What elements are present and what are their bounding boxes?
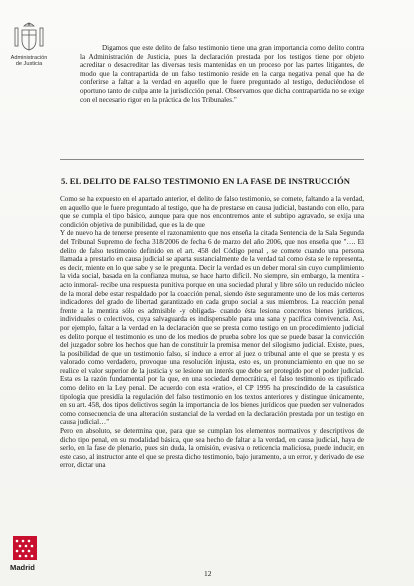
org-line-2: de Justicia xyxy=(15,61,43,68)
coat-of-arms-icon xyxy=(12,22,46,52)
quote-block xyxy=(80,44,364,104)
body-paragraph: Pero en absoluto, se determina que, para que se cumplan los elementos normativos y descriptivos de dicho tipo penal, en su modalidad básica, que sea hecho de faltar a la verdad, en causa judicial, haya de serlo, en la fase de plenario, pues sin duda, la omisión, evasiva o reticencia maliciosa, puede inducir, en este caso, al instructor ante el que se presta dicho testimonio, bajo juramento, a un error, y derivado de ese error, dictar una xyxy=(60,427,364,470)
page-number: 12 xyxy=(204,569,212,578)
section-divider xyxy=(60,159,364,160)
body-paragraph: Y de nuevo ha de tenerse presente el razonamiento que nos enseña la citada Sentencia de la Sala Segunda del Tribunal Supremo de fecha 318/2006 de fecha 6 de marzo del año 2006, que nos enseña que "…. El delito de falso testimonio definido en el art. 458 del Código penal , se comete cuando una persona llamada a prestarlo en causa judicial se aparta sustancialmente de la verdad tal como ésta se le representa, es decir, miente en lo que sabe y se le pregunta. Decir la verdad es un deber moral sin cuyo cumplimiento la vida social, basada en la confianza mutua, se hace harto difícil. No siempre, sin embargo, la mentira -acto inmoral- recibe una respuesta punitiva porque en una sociedad plural y libre sólo un reducido núcleo de la moral debe estar respaldado por la coacción penal, siendo éste seguramente uno de los más certeros indicadores del grado de libertad garantizado en cada grupo social a sus miembros. La reacción penal frente a la mentira sólo es admisible -y obligada- cuando ésta lesiona concretos bienes jurídicos, individuales o colectivos, cuya salvaguarda es indispensable para una sana y pacífica convivencia. Así, por ejemplo, faltar a la verdad en la declaración que se presta como testigo en un procedimiento judicial es delito porque el testimonio es uno de los medios de prueba sobre los que se puede basar la convicción del juzgador sobre los hechos que han de constituir la premisa menor del silogismo judicial. Existe, pues, la posibilidad de que un testimonio falso, sí induce a error al juez o tribunal ante el que se presta y es valorado como verdadero, provoque una resolución injusta, esto es, un pronunciamiento en que no se realice el valor superior de la justicia y se lesione un interés que debe ser protegido por el poder judicial. Esta es la razón fundamental por la que, en una sociedad democrática, el falso testimonio es tipificado como delito en la Ley penal. De acuerdo con esta «ratio», el CP 1995 ha prescindido de la casuística tipología que presidía la regulación del falso testimonio en los textos anteriores y distingue únicamente, en su art. 458, dos tipos delictivos según la importancia de los bienes jurídicos que pueden ser vulnerados como consecuencia de una alteración sustancial de la verdad en la declaración prestada por un testigo en causa judicial…" xyxy=(60,229,364,427)
madrid-logo-label: Madrid xyxy=(10,563,35,572)
organization-label xyxy=(4,55,54,67)
body-paragraph: Como se ha expuesto en el apartado anterior, el delito de falso testimonio, se comete, faltando a la verdad, en aquello que le fuere preguntado al testigo, que ha de prestarse en causa judicial, bastando con ello, para que se cumpla el tipo básico, aunque para que nos encontremos ante el subtipo agravado, se exija una condición objetiva de punibilidad, que es la de que xyxy=(60,195,364,229)
section-heading: 5. EL DELITO DE FALSO TESTIMONIO EN LA FASE DE INSTRUCCIÓN xyxy=(61,176,351,186)
madrid-logo-icon xyxy=(13,536,37,560)
quote-paragraph: Digamos que este delito de falso testimonio tiene una gran importancia como delito contra la Administración de Justicia, pues la declaración prestada por los testigos tiene por objeto acreditar o desacreditar las diversas tesis mantenidas en un proceso por las partes litigantes, de modo que la contrapartida de un falso testimonio reside en la carga negativa penal que ha de conferirse a faltar a la verdad en aquello que le fuere preguntado al testigo, deduciéndose el oportuno tanto de culpa ante la jurisdicción penal. Observamos que dicha contrapartida no se exige con el necesario rigor en la práctica de los Tribunales." xyxy=(80,44,364,104)
body-text xyxy=(60,195,364,470)
org-line-1: Administración xyxy=(10,55,48,61)
